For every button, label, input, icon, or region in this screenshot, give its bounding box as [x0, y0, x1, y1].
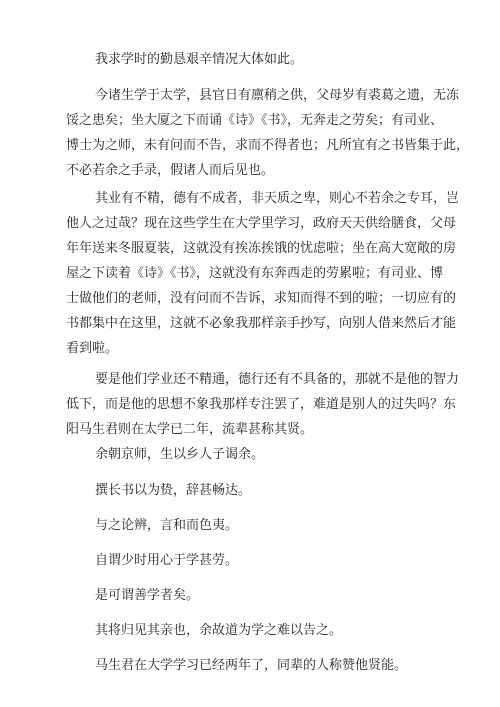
- paragraph: [66, 186, 459, 361]
- text-line: 是可谓善学者矣。: [95, 588, 200, 603]
- text-line: 自谓少时用心于学甚劳。: [95, 553, 239, 568]
- text-line: 马生君在大学学习已经两年了，同辈的人称赞他贤能。: [95, 658, 408, 673]
- text-line: 阳马生君则在太学已二年，流辈甚称其贤。: [66, 422, 314, 437]
- text-line: 要是他们学业还不精通，德行还有不具备的，那就不是他的智力: [95, 372, 460, 387]
- text-line: 今诸生学于太学，县官日有廪稍之供，父母岁有裘葛之遗，无冻: [95, 88, 460, 103]
- text-line: 看到啦。: [66, 341, 119, 356]
- paragraph: [95, 513, 238, 538]
- paragraph: [66, 83, 469, 183]
- text-line: 低下，而是他的思想不象我那样专注罢了，难道是别人的过失吗？东: [66, 397, 457, 412]
- paragraph: [95, 442, 264, 467]
- text-line: 不必若余之手录，假诸人而后见也。: [66, 163, 275, 178]
- text-line: 其业有不精，德有不成者，非天质之卑，则心不若余之专耳，岂: [95, 191, 460, 206]
- text-line: 我求学时的勤恳艰辛情况大体如此。: [95, 52, 304, 67]
- text-line: 余朝京师，生以乡人子谒余。: [95, 447, 265, 462]
- text-line: 屋之下读着《诗》《书》，这就没有东奔西走的劳累啦；有司业、博: [66, 266, 444, 281]
- text-line: 士做他们的老师，没有问而不告诉，求知而得不到的啦；一切应有的: [66, 291, 457, 306]
- paragraph: [66, 367, 459, 442]
- text-line: 馁之患矣；坐大厦之下而诵《诗》《书》，无奔走之劳矣；有司业、: [66, 113, 444, 128]
- paragraph: [95, 478, 251, 503]
- text-line: 年年送来冬服夏装，这就没有挨冻挨饿的忧虑啦；坐在高大宽敞的房: [66, 241, 457, 256]
- paragraph: [95, 653, 407, 678]
- text-line: 其将归见其亲也，余故道为学之难以告之。: [95, 623, 343, 638]
- text-line: 书都集中在这里，这就不必象我那样亲手抄写，向别人借来然后才能: [66, 316, 457, 331]
- paragraph: [95, 583, 199, 608]
- paragraph: [95, 618, 342, 643]
- text-line: 与之论辨，言和而色夷。: [95, 518, 239, 533]
- text-line: 撰长书以为贽，辞甚畅达。: [95, 483, 252, 498]
- paragraph: [95, 47, 303, 72]
- text-line: 他人之过哉？现在这些学生在大学里学习，政府天天供给膳食，父母: [66, 216, 457, 231]
- text-line: 博士为之师，未有问而不告，求而不得者也；凡所宜有之书皆集于此，: [66, 138, 470, 153]
- paragraph: [95, 548, 238, 573]
